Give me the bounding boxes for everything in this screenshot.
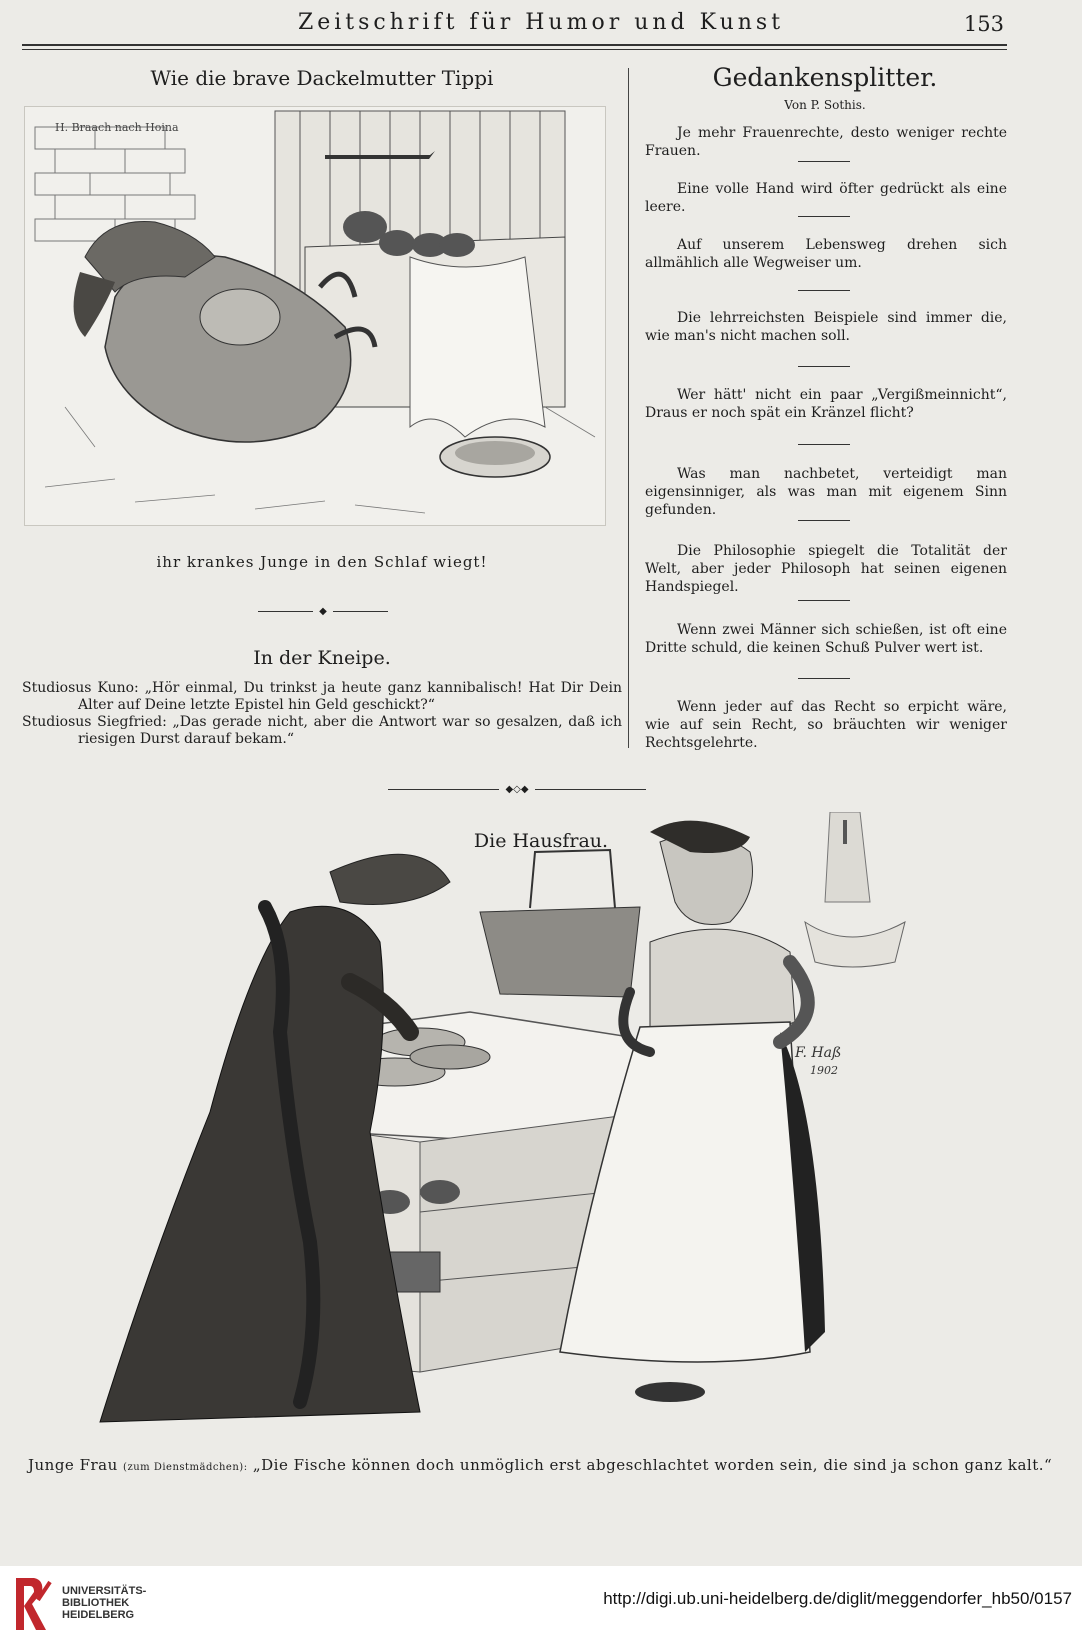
dialogue-line: Studiosus Kuno: „Hör einmal, Du trinkst ja heute ganz kannibalisch! Hat Dir Dein Alter auf Deine letzte Epistel hin Geld geschickt?“ (22, 680, 622, 713)
caption-aside: (zum Dienstmädchen): (123, 1462, 248, 1473)
university-library-logo-icon[interactable] (12, 1574, 54, 1634)
caption-speaker: Junge Frau (28, 1456, 118, 1474)
aphorism-4: Die lehrreichsten Beispiele sind immer die, wie man's nicht machen soll. (645, 310, 1007, 344)
ornament-divider: ◆◇◆ (388, 784, 646, 794)
aphorism-8: Wenn zwei Männer sich schießen, ist oft eine Dritte schuld, die keinen Schuß Pulver wert ist. (645, 622, 1007, 656)
hausfrau-signature-year: 1902 (810, 1064, 838, 1077)
aphorism-separator (798, 520, 850, 521)
dialogue-line: Studiosus Siegfried: „Das gerade nicht, aber die Antwort war so gesalzen, daß ich riesigen Durst darauf bekam.“ (22, 714, 622, 747)
aphorism-separator (798, 161, 850, 162)
aphorism-separator (798, 290, 850, 291)
gedankensplitter-heading: Gedankensplitter. (712, 63, 938, 92)
kneipe-dialogue (22, 680, 622, 748)
aphorism-6: Was man nachbetet, verteidigt man eigensinniger, als was man mit eigenem Sinn gefunden. (645, 466, 1007, 518)
aphorism-separator (798, 678, 850, 679)
author-line: Von P. Sothis. (784, 98, 866, 112)
dachshund-caption: ihr krankes Junge in den Schlaf wiegt! (156, 553, 488, 571)
speaker-label: Studiosus Kuno: (22, 680, 139, 696)
dachshund-heading: Wie die brave Dackelmutter Tippi (150, 66, 494, 90)
column-divider (628, 68, 629, 748)
aphorism-3: Auf unserem Lebensweg drehen sich allmählich alle Wegweiser um. (645, 237, 1007, 271)
aphorism-5: Wer hätt' nicht ein paar „Vergißmeinnicht“, Draus er noch spät ein Kränzel flicht? (645, 387, 1007, 421)
aphorism-2: Eine volle Hand wird öfter gedrückt als eine leere. (645, 181, 1007, 215)
aphorism-separator (798, 444, 850, 445)
aphorism-separator (798, 366, 850, 367)
page-number: 153 (963, 12, 1004, 36)
aphorism-1: Je mehr Frauenrechte, desto weniger rechte Frauen. (645, 125, 1007, 159)
aphorism-9: Wenn jeder auf das Recht so erpicht wäre, wie auf sein Recht, so bräuchten wir weniger Rechtsgelehrte. (645, 699, 1007, 751)
university-library-name[interactable]: UNIVERSITÄTS- BIBLIOTHEK HEIDELBERG (62, 1585, 147, 1621)
aphorism-separator (798, 216, 850, 217)
permalink-url[interactable]: http://digi.ub.uni-heidelberg.de/diglit/meggendorfer_hb50/0157 (603, 1589, 1072, 1608)
header-rule (22, 44, 1007, 50)
caption-text: „Die Fische können doch unmöglich erst abgeschlachtet worden sein, die sind ja schon ganz kalt.“ (252, 1456, 1053, 1474)
hausfrau-illustration (90, 812, 990, 1462)
dachshund-illustration (24, 106, 606, 526)
aphorism-7: Die Philosophie spiegelt die Totalität der Welt, aber jeder Philosoph hat seinen eigenen Handspiegel. (645, 543, 1007, 595)
kneipe-heading: In der Kneipe. (253, 647, 391, 669)
hausfrau-signature: F. Haß (795, 1045, 842, 1061)
aphorism-separator (798, 600, 850, 601)
hausfrau-caption (28, 1456, 1053, 1474)
ornament-divider: ◆ (258, 606, 388, 616)
footer-bar (0, 1566, 1082, 1642)
dachshund-signature: H. Braach nach Hoina (55, 121, 179, 134)
hausfrau-heading: Die Hausfrau. (473, 830, 609, 852)
speaker-label: Studiosus Siegfried: (22, 714, 167, 730)
running-header: Zeitschrift für Humor und Kunst (297, 10, 785, 35)
